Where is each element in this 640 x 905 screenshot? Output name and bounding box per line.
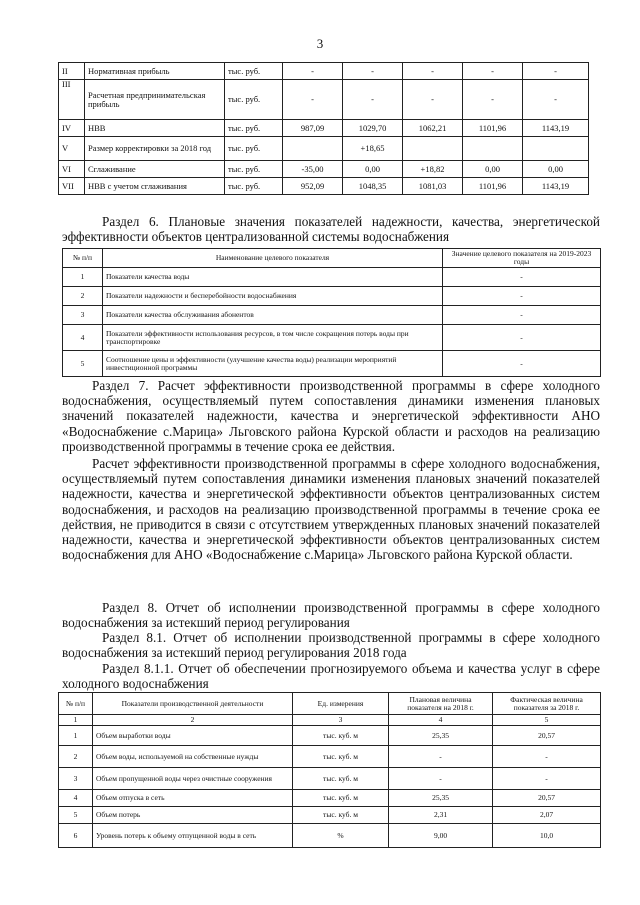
indicator-value: - [443, 287, 601, 306]
unit: тыс. руб. [225, 63, 283, 80]
table-row [63, 287, 601, 306]
value-cell: - [463, 80, 523, 120]
indicator-name: Нормативная прибыль [85, 63, 225, 80]
indicator-name: Расчетная предпринимательская прибыль [85, 80, 225, 120]
table-row [59, 807, 601, 824]
indicator-value: - [443, 351, 601, 377]
header-name: Показатели производственной деятельности [93, 693, 293, 715]
nvv-table [58, 62, 589, 195]
indicator-name: Объем потерь [93, 807, 293, 824]
header-no: № п/п [59, 693, 93, 715]
value-cell: 1143,19 [523, 120, 589, 137]
target-indicators-table [62, 248, 601, 377]
row-number: VII [59, 178, 85, 195]
header-name: Наименование целевого показателя [103, 249, 443, 268]
indicator-name: Сглаживание [85, 161, 225, 178]
row-number: 4 [59, 790, 93, 807]
table-row [63, 268, 601, 287]
row-number: III [59, 80, 85, 120]
value-cell: 1101,96 [463, 120, 523, 137]
value-cell: - [343, 80, 403, 120]
value-cell: 1029,70 [343, 120, 403, 137]
column-number: 4 [389, 715, 493, 726]
value-cell: 1081,03 [403, 178, 463, 195]
unit: тыс. куб. м [293, 790, 389, 807]
indicator-name: Показатели надежности и бесперебойности водоснабжения [103, 287, 443, 306]
plan-value: 9,00 [389, 824, 493, 848]
value-cell: 1048,35 [343, 178, 403, 195]
table-row [59, 120, 589, 137]
table-row [63, 306, 601, 325]
indicator-name: Размер корректировки за 2018 год [85, 137, 225, 161]
row-number: 2 [63, 287, 103, 306]
row-number: VI [59, 161, 85, 178]
value-cell: - [403, 80, 463, 120]
indicator-name: НВВ с учетом сглаживания [85, 178, 225, 195]
value-cell: - [403, 63, 463, 80]
value-cell: -35,00 [283, 161, 343, 178]
indicator-name: Объем выработки воды [93, 726, 293, 746]
unit: тыс. руб. [225, 161, 283, 178]
indicator-name: Соотношение цены и эффективности (улучшение качества воды) реализации мероприятий инвестиционной программы [103, 351, 443, 377]
table-row [59, 80, 589, 120]
value-cell: - [283, 80, 343, 120]
table-row [59, 726, 601, 746]
table-row [59, 790, 601, 807]
row-number: V [59, 137, 85, 161]
column-number: 5 [493, 715, 601, 726]
unit: тыс. руб. [225, 80, 283, 120]
fact-value: 20,57 [493, 790, 601, 807]
row-number: 4 [63, 325, 103, 351]
unit: тыс. куб. м [293, 768, 389, 790]
value-cell: +18,65 [343, 137, 403, 161]
fact-value: 2,07 [493, 807, 601, 824]
plan-value: 25,35 [389, 726, 493, 746]
column-number: 1 [59, 715, 93, 726]
row-number: IV [59, 120, 85, 137]
section-8-1-heading: Раздел 8.1. Отчет об исполнении производственной программы в сфере холодного водоснабжения за истекший период регулирования 2018 года [62, 630, 600, 660]
indicator-name: Объем воды, используемой на собственные нужды [93, 746, 293, 768]
table-row [63, 325, 601, 351]
plan-value: - [389, 768, 493, 790]
row-number: 1 [63, 268, 103, 287]
page-number: 3 [316, 36, 324, 51]
indicator-name: НВВ [85, 120, 225, 137]
row-number: II [59, 63, 85, 80]
row-number: 2 [59, 746, 93, 768]
value-cell: - [523, 80, 589, 120]
indicator-value: - [443, 306, 601, 325]
fact-value: 10,0 [493, 824, 601, 848]
fact-value: - [493, 746, 601, 768]
production-report-table [58, 692, 601, 848]
value-cell [403, 137, 463, 161]
header-unit: Ед. измерения [293, 693, 389, 715]
value-cell: 1143,19 [523, 178, 589, 195]
column-number: 3 [293, 715, 389, 726]
row-number: 5 [63, 351, 103, 377]
plan-value: 2,31 [389, 807, 493, 824]
section-7-paragraph-2: Расчет эффективности производственной программы в сфере холодного водоснабжения, осуществляемый путем сопоставления динамики изменения плановых значений показателей надежности, качества и энергетической эффективности объектов централизованных систем водоснабжения, и расходов на реализацию производственной программы в течение срока ее действия, не приводится в связи с отсутствием утвержденных плановых значений показателей надежности, качества и энергетической эффективности объектов централизованных систем водоснабжения для АНО «Водоснабжение с.Марица» Льговского района Курской области. [62, 456, 600, 563]
unit: тыс. куб. м [293, 746, 389, 768]
unit: тыс. куб. м [293, 726, 389, 746]
value-cell: 0,00 [463, 161, 523, 178]
row-number: 5 [59, 807, 93, 824]
unit: % [293, 824, 389, 848]
section-6-heading: Раздел 6. Плановые значения показателей надежности, качества, энергетической эффективности объектов централизованной системы водоснабжения [62, 214, 600, 244]
value-cell: - [523, 63, 589, 80]
unit: тыс. руб. [225, 178, 283, 195]
indicator-name: Показатели эффективности использования ресурсов, в том числе сокращения потерь воды при транспортировке [103, 325, 443, 351]
indicator-name: Уровень потерь к объему отпущенной воды в сеть [93, 824, 293, 848]
indicator-name: Объем отпуска в сеть [93, 790, 293, 807]
table-row [59, 161, 589, 178]
header-value: Значение целевого показателя на 2019-2023 годы [443, 249, 601, 268]
section-8-heading: Раздел 8. Отчет об исполнении производственной программы в сфере холодного водоснабжения за истекший период регулирования [62, 600, 600, 630]
value-cell: 0,00 [523, 161, 589, 178]
column-number: 2 [93, 715, 293, 726]
table-row [63, 351, 601, 377]
plan-value: 25,35 [389, 790, 493, 807]
table-row [59, 178, 589, 195]
value-cell: +18,82 [403, 161, 463, 178]
unit: тыс. руб. [225, 137, 283, 161]
table-row [59, 824, 601, 848]
value-cell: - [463, 63, 523, 80]
indicator-name: Объем пропущенной воды через очистные сооружения [93, 768, 293, 790]
value-cell: 987,09 [283, 120, 343, 137]
row-number: 3 [59, 768, 93, 790]
value-cell [283, 137, 343, 161]
header-no: № п/п [63, 249, 103, 268]
row-number: 1 [59, 726, 93, 746]
header-plan: Плановая величина показателя на 2018 г. [389, 693, 493, 715]
value-cell: 1101,96 [463, 178, 523, 195]
indicator-name: Показатели качества воды [103, 268, 443, 287]
indicator-value: - [443, 325, 601, 351]
unit: тыс. руб. [225, 120, 283, 137]
section-7-paragraph-1: Раздел 7. Расчет эффективности производственной программы в сфере холодного водоснабжения, осуществляемый путем сопоставления динамики изменения плановых значений показателей надежности, качества и энергетической эффективности АНО «Водоснабжение с.Марица» Льговского района Курской области и расходов на реализацию производственной программы в течение срока ее действия. [62, 378, 600, 454]
value-cell: 952,09 [283, 178, 343, 195]
table-row [59, 63, 589, 80]
row-number: 3 [63, 306, 103, 325]
table-row [59, 768, 601, 790]
table-header-row [59, 693, 601, 715]
value-cell: 1062,21 [403, 120, 463, 137]
value-cell: - [343, 63, 403, 80]
value-cell: 0,00 [343, 161, 403, 178]
indicator-name: Показатели качества обслуживания абонентов [103, 306, 443, 325]
fact-value: - [493, 768, 601, 790]
table-row [59, 746, 601, 768]
column-number-row [59, 715, 601, 726]
value-cell: - [283, 63, 343, 80]
row-number: 6 [59, 824, 93, 848]
header-fact: Фактическая величина показателя за 2018 г. [493, 693, 601, 715]
unit: тыс. куб. м [293, 807, 389, 824]
indicator-value: - [443, 268, 601, 287]
table-row [59, 137, 589, 161]
section-8-1-1-heading: Раздел 8.1.1. Отчет об обеспечении прогнозируемого объема и качества услуг в сфере холодного водоснабжения [62, 661, 600, 691]
value-cell [523, 137, 589, 161]
plan-value: - [389, 746, 493, 768]
table-header-row [63, 249, 601, 268]
value-cell [463, 137, 523, 161]
fact-value: 20,57 [493, 726, 601, 746]
